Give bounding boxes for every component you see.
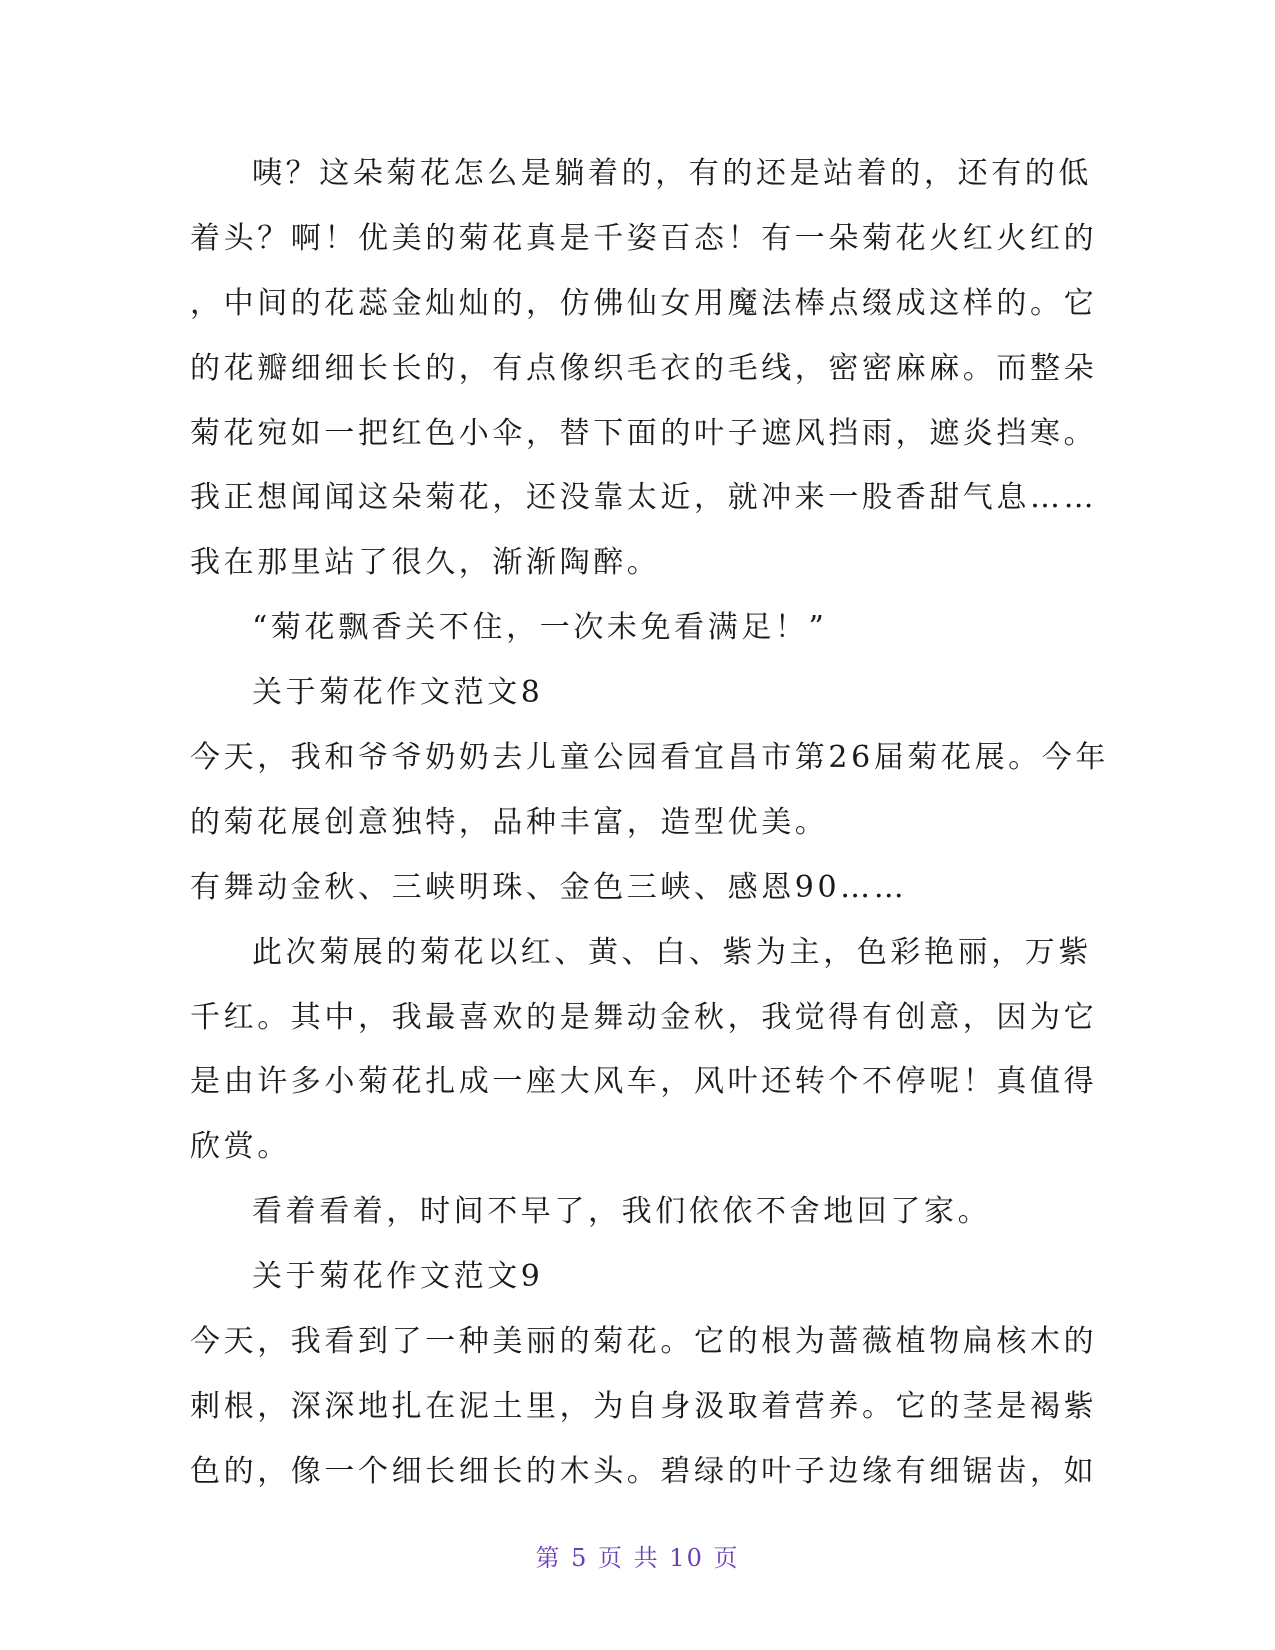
paragraph-line: 我在那里站了很久，渐渐陶醉。: [190, 545, 661, 581]
page-number-footer: 第 5 页 共 10 页: [535, 1544, 740, 1572]
paragraph-line: 菊花宛如一把红色小伞，替下面的叶子遮风挡雨，遮炎挡寒。: [190, 415, 1098, 451]
quote-line: “菊花飘香关不住，一次未免看满足！”: [252, 610, 828, 646]
paragraph-line: 有舞动金秋、三峡明珠、金色三峡、感恩90……: [190, 869, 908, 905]
section-heading: 关于菊花作文范文8: [252, 675, 544, 711]
paragraph-line: 我正想闻闻这朵菊花，还没靠太近，就冲来一股香甜气息……: [190, 480, 1098, 516]
paragraph-line: 欣赏。: [190, 1129, 291, 1165]
paragraph-line: 色的，像一个细长细长的木头。碧绿的叶子边缘有细锯齿，如: [190, 1453, 1098, 1489]
paragraph-line: 看着看着，时间不早了，我们依依不舍地回了家。: [252, 1194, 992, 1230]
paragraph-line: 今天，我看到了一种美丽的菊花。它的根为蔷薇植物扁核木的: [190, 1324, 1098, 1360]
paragraph-line: 此次菊展的菊花以红、黄、白、紫为主，色彩艳丽，万紫: [252, 934, 1092, 970]
paragraph-line: 着头？啊！优美的菊花真是千姿百态！有一朵菊花火红火红的: [190, 220, 1098, 256]
paragraph-line: 今天，我和爷爷奶奶去儿童公园看宜昌市第26届菊花展。今年: [190, 740, 1109, 776]
paragraph-line: 咦？这朵菊花怎么是躺着的，有的还是站着的，还有的低: [252, 156, 1092, 191]
paragraph-line: 的菊花展创意独特，品种丰富，造型优美。: [190, 804, 829, 840]
paragraph-line: 千红。其中，我最喜欢的是舞动金秋，我觉得有创意，因为它: [190, 999, 1098, 1035]
paragraph-line: ，中间的花蕊金灿灿的，仿佛仙女用魔法棒点缀成这样的。它: [190, 285, 1098, 321]
paragraph-line: 刺根，深深地扎在泥土里，为自身汲取着营养。它的茎是褐紫: [190, 1388, 1098, 1424]
paragraph-line: 是由许多小菊花扎成一座大风车，风叶还转个不停呢！真值得: [190, 1064, 1098, 1100]
paragraph-line: 的花瓣细细长长的，有点像织毛衣的毛线，密密麻麻。而整朵: [190, 350, 1098, 386]
section-heading: 关于菊花作文范文9: [252, 1259, 544, 1295]
essay-body: [190, 142, 1109, 1505]
